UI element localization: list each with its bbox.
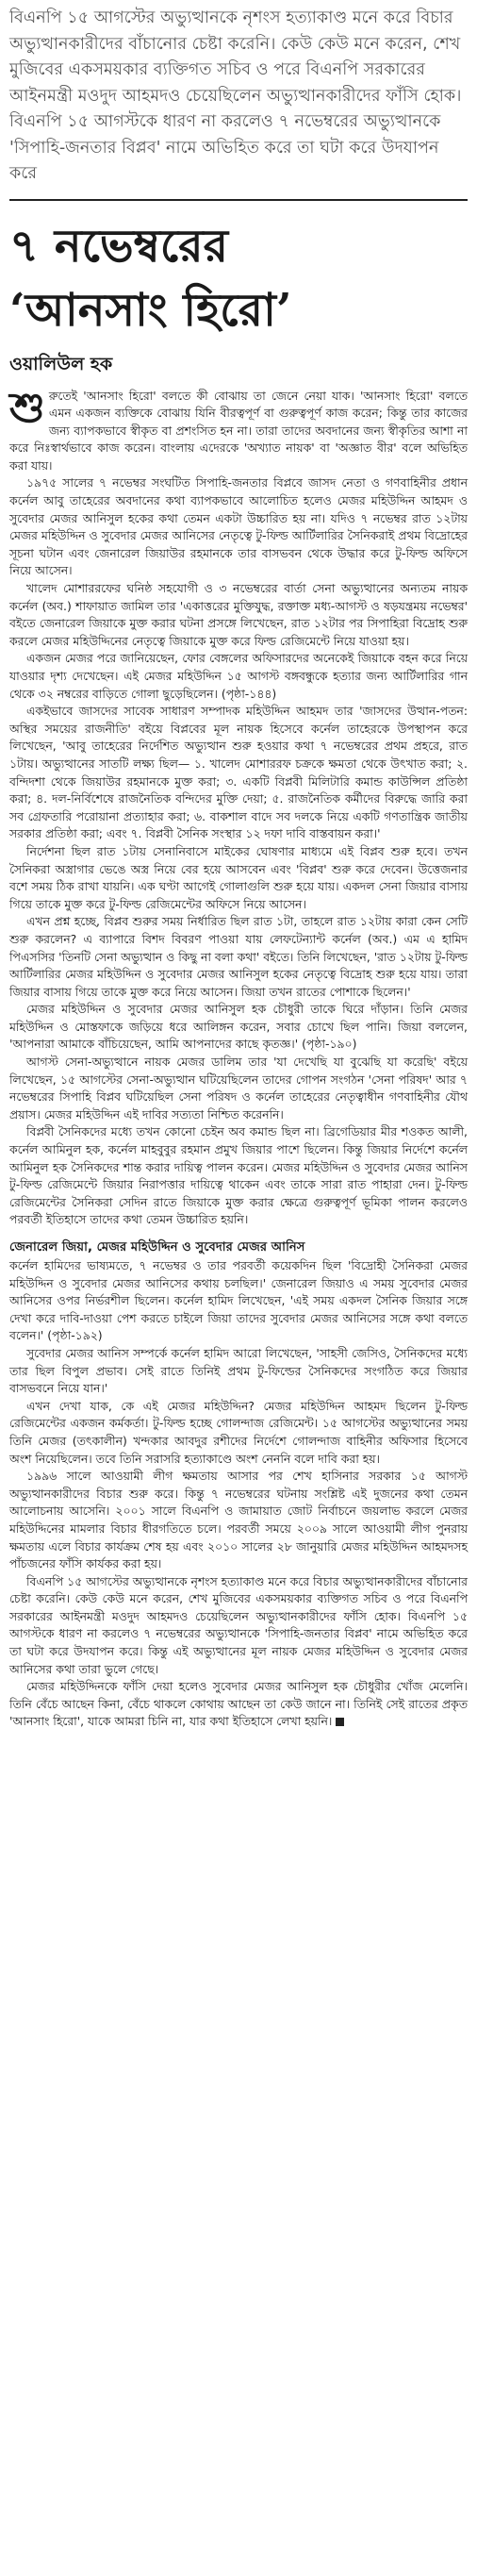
body-paragraph: মেজর মহিউদ্দিন ও সুবেদার মেজর আনিসুল হক চৌধুরী তাকে ঘিরে দাঁড়ান। তিনি মেজর মহিউদ্দিন ও মোস্তফাকে জড়িয়ে ধরে আলিঙ্গন করেন, সবার চোখে ছিল পানি। জিয়া বললেন, 'আপনারা আমাকে বাঁচিয়েছেন, আমি আপনাদের কাছে কৃতজ্ঞ।' (পৃষ্ঠা-১৯০): [9, 1002, 468, 1052]
body-paragraph: সুবেদার মেজর আনিস সম্পর্কে কর্নেল হামিদ আরো লিখেছেন, 'সাহসী জেসিও, সৈনিকদের মধ্যে তার ছিল বিপুল প্রভাব। সেই রাতে তিনিই প্রথম টু-ফিল্ডের সৈনিকদের সংগঠিত করে জিয়ার বাসভবনে নিয়ে যান।': [9, 1345, 468, 1396]
body-paragraph: ১৯৯৬ সালে আওয়ামী লীগ ক্ষমতায় আসার পর শেখ হাসিনার সরকার ১৫ আগস্ট অভ্যুত্থানকারীদের বিচার শুরু করে। কিন্তু ৭ নভেম্বরের ঘটনায় সংশ্লিষ্ট এই দুজনের কথা তেমন আলোচনায় আসেনি। ২০০১ সালে বিএনপি ও জামায়াত জোট নির্বাচনে জয়লাভ করলে মেজর মহিউদ্দিনের মামলার বিচার ধীরগতিতে চলে। পরবর্তী সময়ে ২০০৯ সালে আওয়ামী লীগ পুনরায় ক্ষমতায় এলে বিচার কার্যক্রম শেষ হয় এবং ২০১০ সালের ২৮ জানুয়ারি মেজর মহিউদ্দিন আহমদসহ পাঁচজনের ফাঁসি কার্যকর করা হয়।: [9, 1469, 468, 1571]
headline-line-1: ৭ নভেম্বরের: [9, 219, 228, 273]
body-paragraph: শুরুতেই 'আনসাং হিরো' বলতে কী বোঝায় তা জেনে নেয়া যাক। 'আনসাং হিরো' বলতে এমন একজন ব্যক্তিকে বোঝায় যিনি বীরত্বপূর্ণ বা গুরুত্বপূর্ণ কাজ করেন; কিন্তু তার কাজের জন্য ব্যাপকভাবে স্বীকৃত বা প্রশংসিত হন না। তারা তাদের অবদানের জন্য স্বীকৃতির আশা না করে নিঃস্বার্থভাবে কাজ করেন। বাংলায় এদেরকে 'অখ্যাত নায়ক' বা 'অজ্ঞাত বীর' বলে অভিহিত করা যায়।: [9, 383, 468, 473]
section-divider: [9, 199, 468, 201]
body-paragraph: বিএনপি ১৫ আগস্টের অভ্যুত্থানকে নৃশংস হত্যাকাণ্ড মনে করে বিচার অভ্যুত্থানকারীদের বাঁচানোর চেষ্টা করেনি। কেউ কেউ মনে করেন, শেখ মুজিবের একসময়কার ব্যক্তিগত সচিব ও পরে বিএনপি সরকারের আইনমন্ত্রী মওদুদ আহমদও চেয়েছিলেন অভ্যুত্থানকারীদের ফাঁসি হোক। বিএনপি ১৫ আগস্টকে ধারণ না করলেও ৭ নভেম্বরের অভ্যুত্থানকে 'সিপাহি-জনতার বিপ্লব' নামে অভিহিত করে তা ঘটা করে উদযাপন করে। কিন্তু এই অভ্যুত্থানের মূল নায়ক মেজর মহিউদ্দিন ও সুবেদার মেজর আনিসের কথা তারা ভুলে গেছে।: [9, 1573, 468, 1676]
drop-cap: শু: [9, 383, 45, 432]
body-paragraph: কর্নেল হামিদের ভাষ্যমতে, ৭ নভেম্বর ও তার পরবর্তী কয়েকদিন ছিল 'বিদ্রোহী সৈনিকরা মেজর মহিউদ্দিন ও সুবেদার মেজর আনিসের কথায় চলছিল।' জেনারেল জিয়াও এ সময় সুবেদার মেজর আনিসের ওপর নির্ভরশীল ছিলেন। কর্নেল হামিদ লিখেছেন, 'এই সময় একদল সৈনিক জিয়ার সঙ্গে দেখা করে দাবি-দাওয়া পেশ করতে চাইলে জিয়া তাদের সুবেদার মেজর আনিসের সঙ্গে কথা বলতে বলেন।' (পৃষ্ঠা-১৯২): [9, 1258, 468, 1343]
body-paragraph: মেজর মহিউদ্দিনকে ফাঁসি দেয়া হলেও সুবেদার মেজর আনিসুল হক চৌধুরীর খোঁজ মেলেনি। তিনি বেঁচে আছেন কিনা, বেঁচে থাকলে কোথায় আছেন তা কেউ জানে না। তিনিই সেই রাতের প্রকৃত 'আনসাং হিরো', যাকে আমরা চিনি না, যার কথা ইতিহাসে লেখা হয়নি।: [9, 1679, 468, 1729]
article-headline: [9, 214, 468, 342]
end-of-article-mark: [336, 1718, 344, 1726]
intro-summary: বিএনপি ১৫ আগস্টের অভ্যুত্থানকে নৃশংস হত্যাকাণ্ড মনে করে বিচার অভ্যুত্থানকারীদের বাঁচানোর চেষ্টা করেনি। কেউ কেউ মনে করেন, শেখ মুজিবের একসময়কার ব্যক্তিগত সচিব ও পরে বিএনপি সরকারের আইনমন্ত্রী মওদুদ আহমদও চেয়েছিলেন অভ্যুত্থানকারীদের ফাঁসি হোক। বিএনপি ১৫ আগস্টকে ধারণ না করলেও ৭ নভেম্বরের অভ্যুত্থানকে 'সিপাহি-জনতার বিপ্লব' নামে অভিহিত করে তা ঘটা করে উদযাপন করে: [9, 8, 462, 183]
body-paragraph: এখন দেখা যাক, কে এই মেজর মহিউদ্দিন? মেজর মহিউদ্দিন আহমদ ছিলেন টু-ফিল্ড রেজিমেন্টের একজন কর্মকর্তা। টু-ফিল্ড হচ্ছে গোলন্দাজ রেজিমেন্ট। ১৫ আগস্টের অভ্যুত্থানের সময় তিনি মেজর (তৎকালীন) খন্দকার আবদুর রশীদের নির্দেশে গোলন্দাজ বাহিনীর অফিসার হিসেবে অংশ নিয়েছিলেন। তবে তিনি সরাসরি হত্যাকাণ্ডে অংশ নেননি বলে দাবি করা হয়।: [9, 1398, 468, 1466]
author-byline: ওয়ালিউল হক: [9, 353, 113, 374]
body-paragraph: বিপ্লবী সৈনিকদের মধ্যে তখন কোনো চেইন অব কমান্ড ছিল না। ব্রিগেডিয়ার মীর শওকত আলী, কর্নেল আমিনুল হক, কর্নেল মাহবুবুর রহমান প্রমুখ জিয়ার পাশে ছিলেন। কিন্তু জিয়ার নির্দেশে কর্নেল আমিনুল হক সৈনিকদের শান্ত করার দায়িত্ব পালন করেন। মেজর মহিউদ্দিন ও সুবেদার মেজর আনিস টু-ফিল্ড রেজিমেন্টে জিয়ার নিরাপত্তার দায়িত্বে থাকেন এবং তাকে সারা রাত পাহারা দেন। টু-ফিল্ড রেজিমেন্টের সৈনিকরা সেদিন রাতে জিয়াকে মুক্ত করার ক্ষেত্রে গুরুত্বপূর্ণ ভূমিকা পালন করলেও পরবর্তী ইতিহাসে তাদের কথা তেমন উচ্চারিত হয়নি।: [9, 1124, 468, 1227]
body-paragraph: নির্দেশনা ছিল রাত ১টায় সেনানিবাসে মাইকের ঘোষণার মাধ্যমে এই বিপ্লব শুরু হবে। তখন সৈনিকরা অস্ত্রাগার ভেঙে অস্ত্র নিয়ে বের হয়ে আসবেন এবং 'বিপ্লব' শুরু করে দেবেন। উত্তেজনার বশে সময় ঠিক রাখা যায়নি। এক ঘণ্টা আগেই গোলাগুলি শুরু হয়ে যায়। একদল সেনা জিয়ার বাসায় গিয়ে তাকে মুক্ত করে টু-ফিল্ড রেজিমেন্টের অফিসে নিয়ে আসেন।: [9, 843, 468, 911]
body-paragraph: ১৯৭৫ সালের ৭ নভেম্বর সংঘটিত সিপাহি-জনতার বিপ্লবে জাসদ নেতা ও গণবাহিনীর প্রধান কর্নেল আবু তাহেরের অবদানের কথা ব্যাপকভাবে আলোচিত হলেও মেজর মহিউদ্দিন আহমদ ও সুবেদার মেজর আনিসুল হকের কথা তেমন একটা উচ্চারিত হয় না। যদিও ৭ নভেম্বর রাত ১২টায় মেজর মহিউদ্দিন ও সুবেদার মেজর আনিসের নেতৃত্বে টু-ফিল্ড আর্টিলারির সৈনিকরাই প্রথম বিদ্রোহের সূচনা ঘটান এবং জেনারেল জিয়াউর রহমানকে তার বাসভবন থেকে উদ্ধার করে টু-ফিল্ড অফিসে নিয়ে আসেন।: [9, 475, 468, 578]
headline-line-2: ‘আনসাং হিরো’: [9, 283, 292, 337]
body-paragraph: খালেদ মোশাররফের ঘনিষ্ঠ সহযোগী ও ৩ নভেম্বরের বার্তা সেনা অভ্যুত্থানের অন্যতম নায়ক কর্নেল (অব.) শাফায়াত জামিল তার 'একাত্তরের মুক্তিযুদ্ধ, রক্তাক্ত মধ্য-আগস্ট ও ষড়যন্ত্রময় নভেম্বর' বইতে জেনারেল জিয়াকে মুক্ত করার ঘটনা প্রসঙ্গে লিখেছেন, রাত ১২টার পর সিপাহিরা বিদ্রোহ শুরু করলে মেজর মহিউদ্দিনের নেতৃত্বে জিয়াকে মুক্ত করে ফিল্ড রেজিমেন্টে নিয়ে যাওয়া হয়।: [9, 581, 468, 648]
body-paragraph: একইভাবে জাসদের সাবেক সাধারণ সম্পাদক মহিউদ্দিন আহমদ তার 'জাসদের উত্থান-পতন: অস্থির সময়ের রাজনীতি' বইয়ে বিপ্লবের মূল নায়ক হিসেবে কর্নেল তাহেরকে উপস্থাপন করে লিখেছেন, 'আবু তাহেরের নির্দেশিত অভ্যুত্থান শুরু হওয়ার কথা ৭ নভেম্বরের প্রথম প্রহরে, রাত ১টায়। অভ্যুত্থানের সাতটি লক্ষ্য ছিল— ১. খালেদ মোশাররফ চক্রকে ক্ষমতা থেকে উৎখাত করা; ২. বন্দিদশা থেকে জিয়াউর রহমানকে মুক্ত করা; ৩. একটি বিপ্লবী মিলিটারি কমান্ড কাউন্সিল প্রতিষ্ঠা করা; ৪. দল-নির্বিশেষে রাজনৈতিক বন্দিদের মুক্তি দেয়া; ৫. রাজনৈতিক কর্মীদের বিরুদ্ধে জারি করা সব গ্রেফতারি পরোয়ানা প্রত্যাহার করা; ৬. বাকশাল বাদে সব দলকে নিয়ে একটি গণতান্ত্রিক জাতীয় সরকার প্রতিষ্ঠা করা; এবং ৭. বিপ্লবী সৈনিক সংস্থার ১২ দফা দাবি বাস্তবায়ন করা।': [9, 704, 468, 841]
section-subheading: জেনারেল জিয়া, মেজর মহিউদ্দিন ও সুবেদার মেজর আনিস: [9, 1240, 305, 1255]
article-body: [9, 383, 468, 1732]
body-paragraph: আগস্ট সেনা-অভ্যুত্থানে নায়ক মেজর ডালিম তার 'যা দেখেছি যা বুঝেছি যা করেছি' বইয়ে লিখেছেন, ১৫ আগস্টের সেনা-অভ্যুত্থান ঘটিয়েছিলেন তাদের গোপন সংগঠন 'সেনা পরিষদ' আর ৭ নভেম্বরের সিপাহি বিপ্লব ঘটিয়েছিল সেনা পরিষদ ও কর্নেল তাহেরের নেতৃত্বাধীন গণবাহিনীর যৌথ প্রয়াস। মেজর মহিউদ্দিন এই দাবির সত্যতা নিশ্চিত করেননি।: [9, 1055, 468, 1122]
body-paragraph: এখন প্রশ্ন হচ্ছে, বিপ্লব শুরুর সময় নির্ধারিত ছিল রাত ১টা, তাহলে রাত ১২টায় কারা কেন সেটি শুরু করলেন? এ ব্যাপারে বিশদ বিবরণ পাওয়া যায় লেফটেন্যান্ট কর্নেল (অব.) এম এ হামিদ পিএসসির 'তিনটি সেনা অভ্যুত্থান ও কিছু না বলা কথা' বইতে। তিনি লিখেছেন, 'রাত ১২টায় টু-ফিল্ড আর্টিলারির মেজর মহিউদ্দিন ও সুবেদার মেজর আনিসুল হকের নেতৃত্বে বিদ্রোহ শুরু হয়ে যায়। তারা জিয়ার বাসায় গিয়ে তাকে মুক্ত করে নিয়ে আসেন। জিয়া তখন রাতের পোশাকে ছিলেন।': [9, 914, 468, 999]
body-paragraph: একজন মেজর পরে জানিয়েছেন, ফোর বেঙ্গলের অফিসারদের অনেকেই জিয়াকে বহন করে নিয়ে যাওয়ার দৃশ্য দেখেছেন। এই মেজর মহিউদ্দিন ১৫ আগস্ট বঙ্গবন্ধুকে হত্যার জন্য আর্টিলারির গান থেকে ৩২ নম্বরের বাড়িতে গোলা ছুড়েছিলেন। (পৃষ্ঠা-১৪৪): [9, 651, 468, 701]
